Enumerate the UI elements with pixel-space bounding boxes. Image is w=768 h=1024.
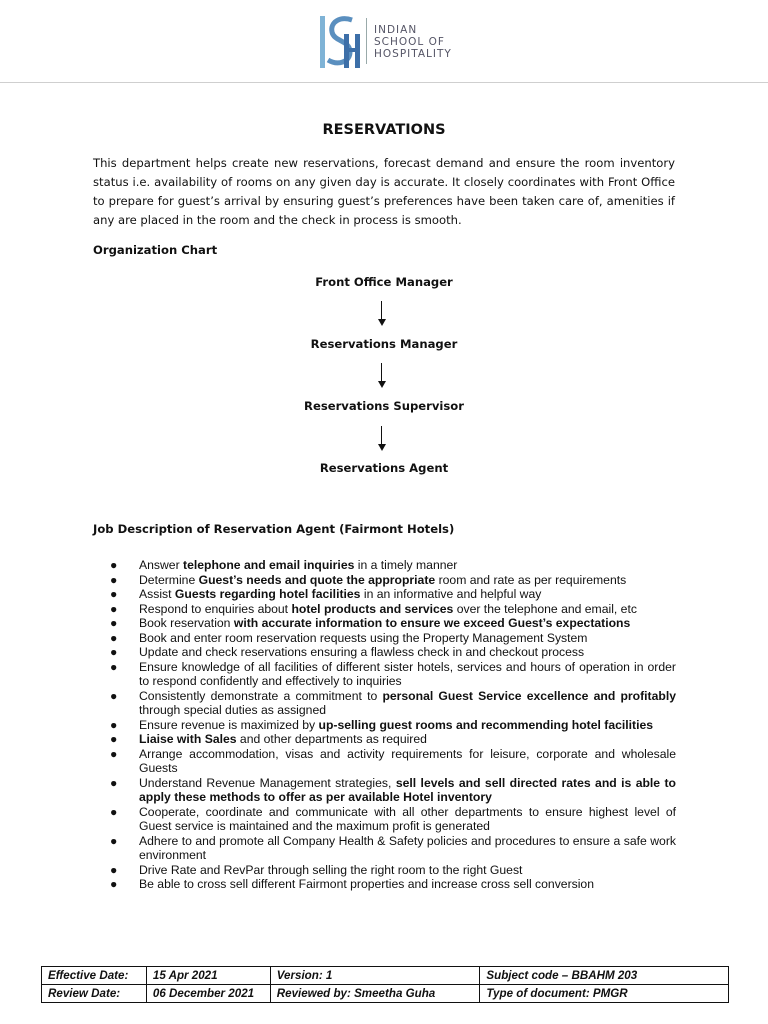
duties-list	[110, 558, 676, 892]
table-row	[42, 985, 729, 1003]
intro-paragraph: This department helps create new reservations, forecast demand and ensure the room inventory status i.e. availability of rooms on any given day is accurate. It closely coordinates with Front Office to prepare for guest’s arrival by ensuring guest’s preferences have been taken care of, amenities if any are placed in the room and the check in process is smooth.	[93, 156, 675, 227]
duty-text: Ensure revenue is maximized by	[139, 717, 319, 732]
list-item	[110, 645, 676, 660]
org-chart-heading: Organization Chart	[93, 243, 218, 257]
duty-text: Arrange accommodation, visas and activity requirements for leisure, corporate and wholesale Guests	[139, 746, 676, 775]
effective-date-value: 15 Apr 2021	[146, 967, 270, 985]
logo-text	[374, 24, 452, 60]
emphasis-text: Liaise with Sales	[139, 732, 237, 746]
duty-text: Consistently demonstrate a commitment to	[139, 688, 383, 703]
emphasis-text: with accurate information to ensure we exceed Guest’s expectations	[233, 616, 631, 630]
emphasis-text: telephone and email inquiries	[183, 558, 355, 572]
list-item	[110, 587, 676, 602]
bullet-icon: ●	[110, 659, 118, 674]
list-item	[110, 631, 676, 646]
duty-text: through special duties as assigned	[139, 703, 326, 717]
duty-text: Book and enter room reservation requests using the Property Management System	[139, 630, 588, 645]
list-item	[110, 616, 676, 631]
bullet-icon: ●	[110, 862, 118, 877]
version-cell: Version: 1	[270, 967, 480, 985]
list-item	[110, 805, 676, 834]
list-item	[110, 718, 676, 733]
document-control-table	[41, 966, 729, 1003]
list-item	[110, 602, 676, 617]
duty-text: Update and check reservations ensuring a flawless check in and checkout process	[139, 645, 585, 659]
duty-text: room and rate as per requirements	[435, 572, 627, 587]
bullet-icon: ●	[110, 804, 118, 819]
reviewed-by-cell: Reviewed by: Smeetha Guha	[270, 985, 480, 1003]
duty-text: Book reservation	[139, 616, 234, 630]
page-title: RESERVATIONS	[322, 122, 446, 138]
bullet-icon: ●	[110, 587, 118, 601]
list-item	[110, 558, 676, 573]
list-item	[110, 877, 676, 892]
bullet-icon: ●	[110, 732, 118, 746]
duty-text: Ensure knowledge of all facilities of different sister hotels, services and hours of operation in order to respond confidently and effectively to inquiries	[139, 659, 676, 688]
emphasis-text: sell levels and sell directed rates and is able to apply these methods to offer as per available Hotel inventory	[139, 775, 677, 804]
bullet-icon: ●	[110, 558, 118, 572]
duty-text: Understand Revenue Management strategies,	[139, 775, 396, 790]
org-node-front-office-manager: Front Office Manager	[315, 275, 453, 289]
emphasis-text: personal Guest Service excellence and profitably	[382, 688, 676, 703]
list-item	[110, 689, 676, 718]
list-item	[110, 732, 676, 747]
duty-text: Cooperate, coordinate and communicate with all other departments to ensure highest level of Guest service is maintained and the maximum profit is generated	[139, 804, 676, 833]
duty-text: Answer	[139, 558, 184, 572]
bullet-icon: ●	[110, 833, 118, 848]
page-header	[0, 0, 768, 83]
subject-code-cell: Subject code – BBAHM 203	[480, 967, 729, 985]
bullet-icon: ●	[110, 616, 118, 630]
duty-text: in a timely manner	[354, 558, 458, 572]
bullet-icon: ●	[110, 877, 118, 891]
duty-text: Drive Rate and RevPar through selling the right room to the right Guest	[139, 862, 523, 877]
effective-date-label: Effective Date:	[42, 967, 147, 985]
job-description-heading: Job Description of Reservation Agent (Fairmont Hotels)	[93, 522, 455, 536]
logo-line-3: HOSPITALITY	[374, 48, 452, 60]
bullet-icon: ●	[110, 717, 118, 732]
document-type-cell: Type of document: PMGR	[480, 985, 729, 1003]
emphasis-text: up-selling guest rooms and recommending hotel facilities	[318, 717, 654, 732]
org-node-reservations-manager: Reservations Manager	[310, 337, 458, 351]
duty-text: in an informative and helpful way	[360, 587, 542, 601]
bullet-icon: ●	[110, 630, 118, 645]
duty-text: Respond to enquiries about	[139, 601, 292, 616]
duty-text: Assist	[139, 587, 175, 601]
bullet-icon: ●	[110, 746, 118, 761]
bullet-icon: ●	[110, 645, 118, 659]
list-item	[110, 834, 676, 863]
duty-text: and other departments as required	[236, 732, 427, 746]
duty-text: over the telephone and email, etc	[453, 601, 637, 616]
duty-text: Determine	[139, 572, 199, 587]
duty-text: Be able to cross sell different Fairmont properties and increase cross sell conversion	[139, 877, 594, 891]
list-item	[110, 660, 676, 689]
emphasis-text: Guests regarding hotel facilities	[174, 587, 361, 601]
table-row	[42, 967, 729, 985]
review-date-value: 06 December 2021	[146, 985, 270, 1003]
list-item	[110, 776, 676, 805]
logo-line-2: SCHOOL OF	[374, 36, 445, 48]
emphasis-text: hotel products and services	[291, 601, 454, 616]
bullet-icon: ●	[110, 572, 118, 587]
bullet-icon: ●	[110, 688, 118, 703]
logo-line-1: INDIAN	[374, 24, 418, 36]
list-item	[110, 863, 676, 878]
org-node-reservations-agent: Reservations Agent	[319, 461, 449, 475]
emphasis-text: Guest’s needs and quote the appropriate	[198, 572, 436, 587]
duty-text: Adhere to and promote all Company Health & Safety policies and procedures to ensure a safe work environment	[139, 833, 676, 862]
bullet-icon: ●	[110, 775, 118, 790]
list-item	[110, 573, 676, 588]
org-node-reservations-supervisor: Reservations Supervisor	[304, 399, 464, 413]
logo-divider	[366, 18, 367, 64]
list-item	[110, 747, 676, 776]
bullet-icon: ●	[110, 601, 118, 616]
isoh-logo-icon	[318, 14, 362, 70]
review-date-label: Review Date:	[42, 985, 147, 1003]
